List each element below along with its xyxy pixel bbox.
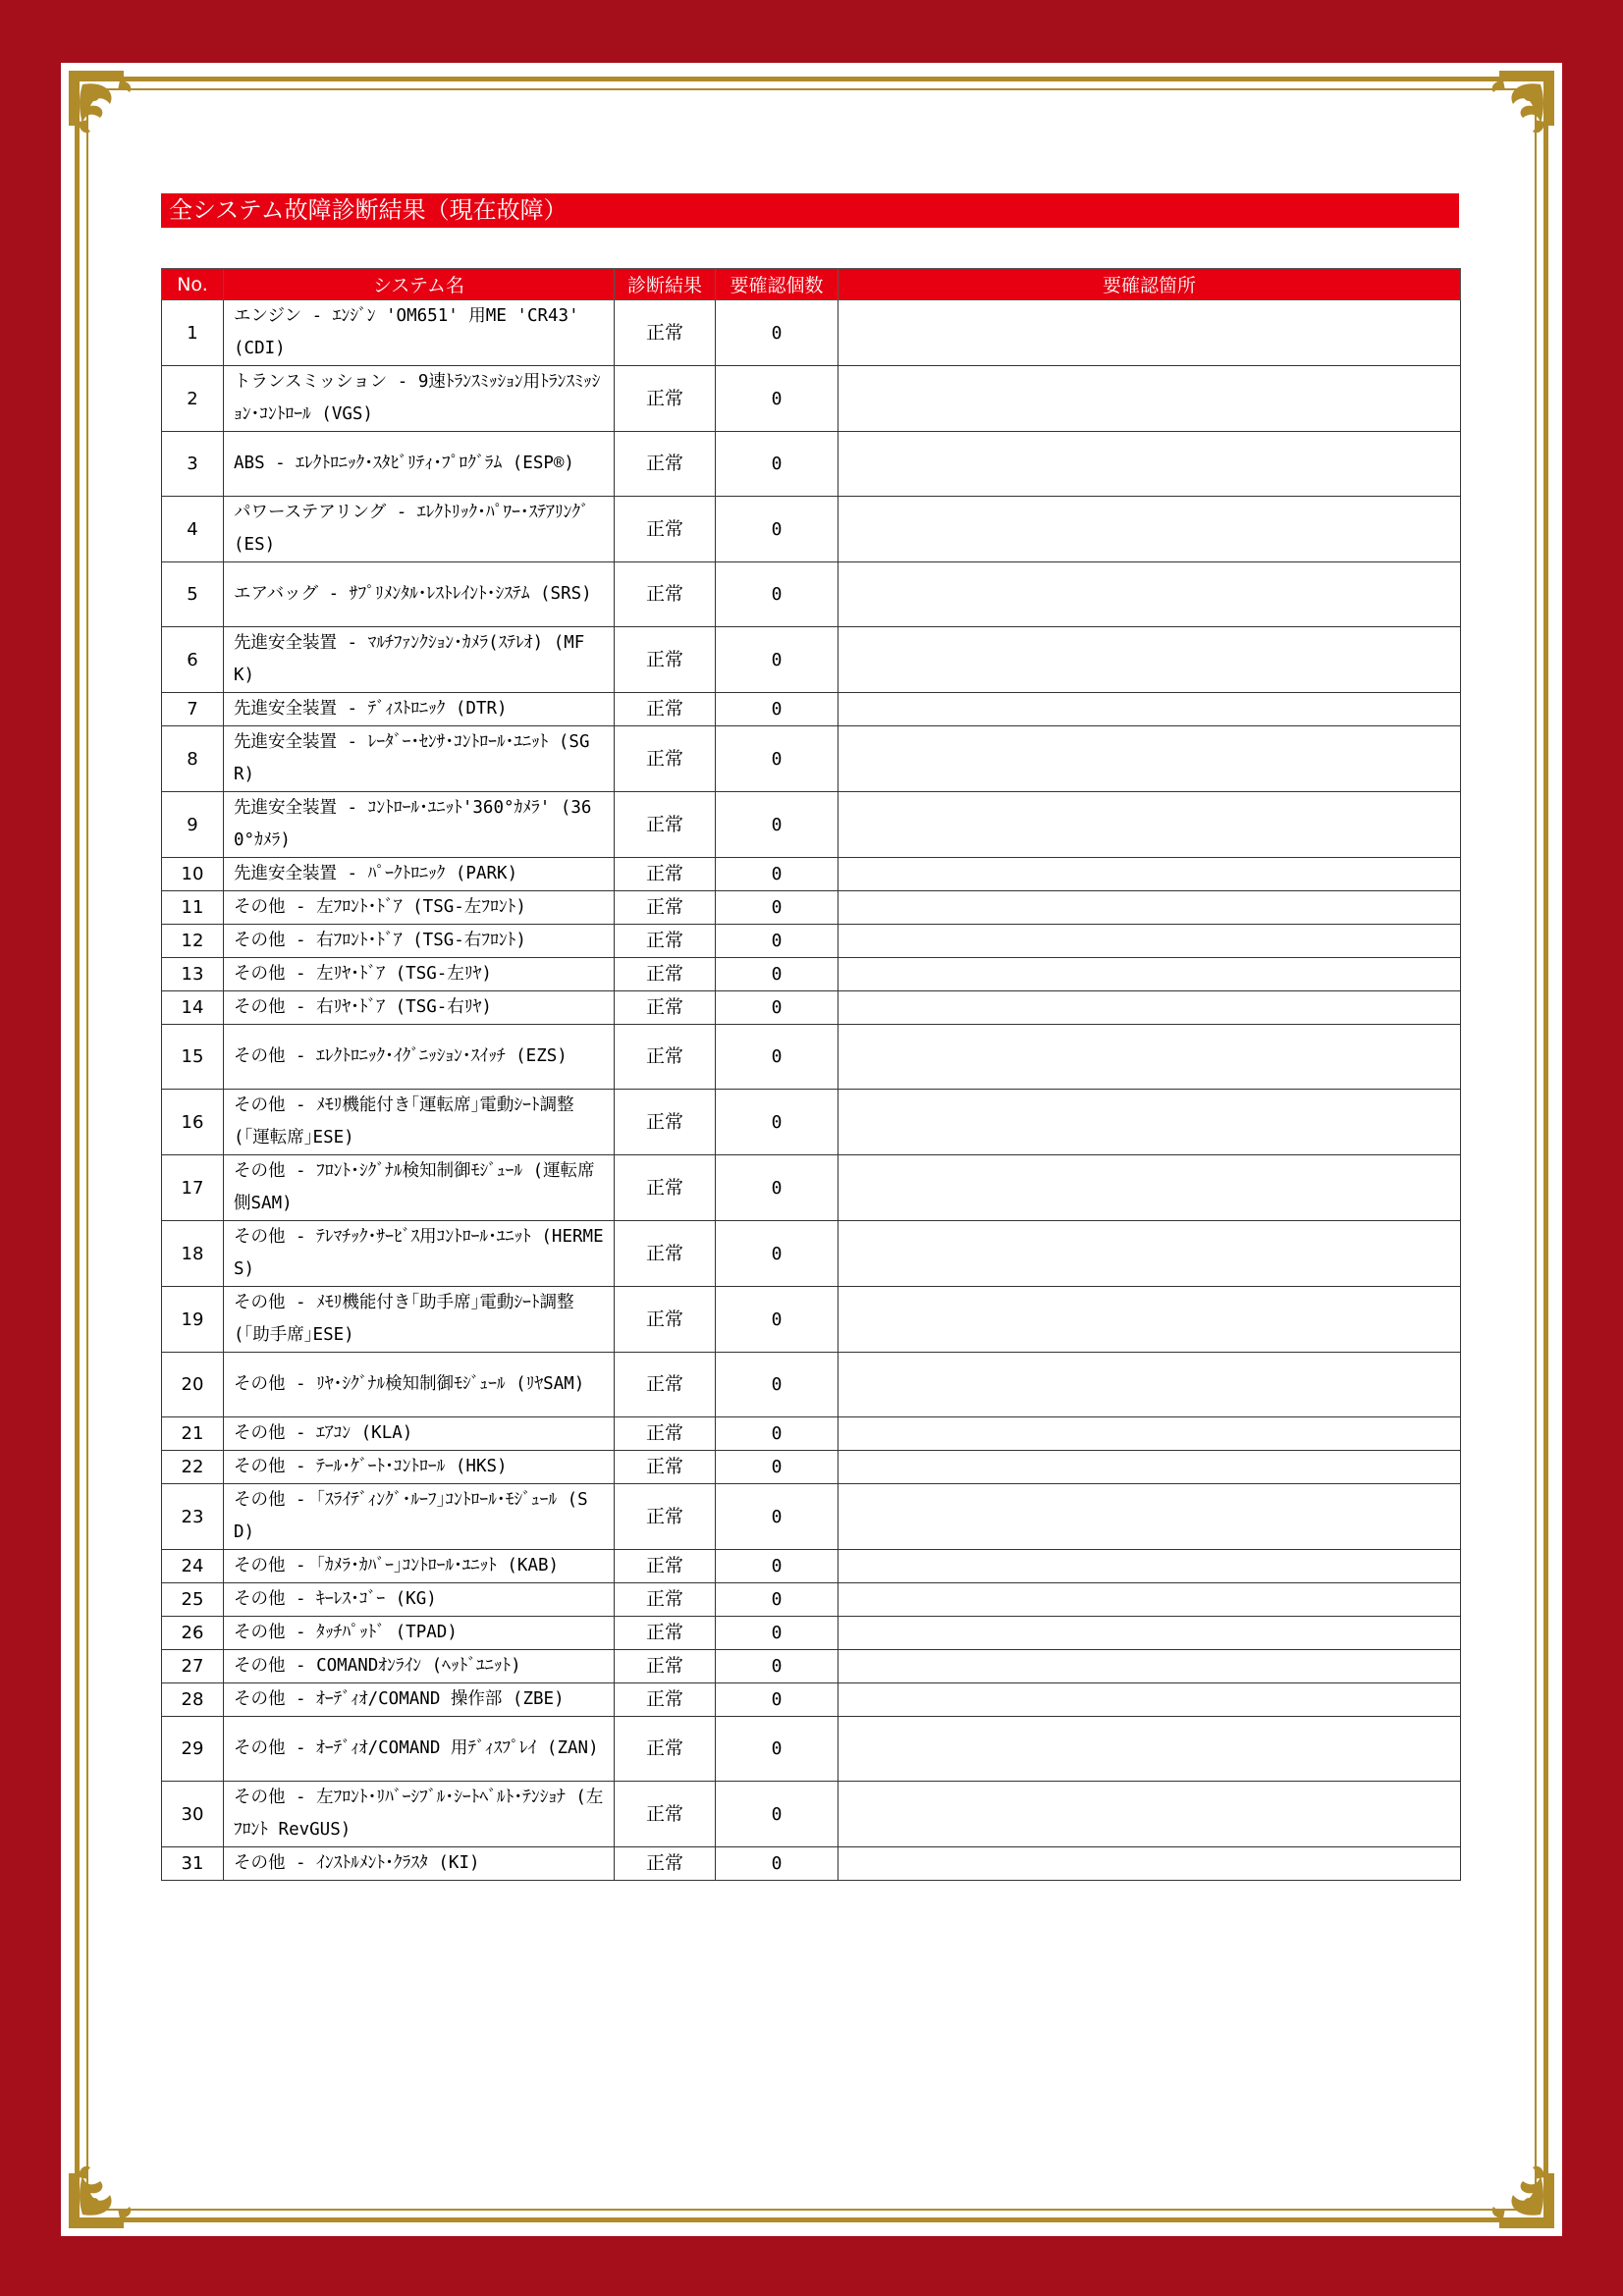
system-name: その他 - ﾌﾛﾝﾄ･ｼｸﾞﾅﾙ検知制御ﾓｼﾞｭｰﾙ (運転席側SAM) [224,1155,615,1221]
check-location [839,1717,1461,1782]
row-number: 3 [162,432,224,497]
diagnosis-result: 正常 [615,1451,716,1484]
diagnosis-result: 正常 [615,1650,716,1683]
row-number: 26 [162,1617,224,1650]
check-location [839,497,1461,562]
check-count: 0 [716,1583,839,1617]
row-number: 22 [162,1451,224,1484]
system-name: 先進安全装置 - ﾊﾟｰｸﾄﾛﾆｯｸ (PARK) [224,858,615,891]
row-number: 10 [162,858,224,891]
check-location [839,1353,1461,1417]
system-name: 先進安全装置 - ﾃﾞｨｽﾄﾛﾆｯｸ (DTR) [224,693,615,726]
check-count: 0 [716,1155,839,1221]
diagnosis-result: 正常 [615,300,716,366]
check-count: 0 [716,991,839,1025]
diagnosis-result: 正常 [615,958,716,991]
row-number: 11 [162,891,224,925]
table-row [162,627,1461,693]
check-count: 0 [716,562,839,627]
table-row [162,432,1461,497]
check-location [839,991,1461,1025]
check-location [839,925,1461,958]
diagnosis-result: 正常 [615,366,716,432]
check-location [839,1155,1461,1221]
corner-ornament-icon [65,2142,155,2232]
diagnosis-result: 正常 [615,1155,716,1221]
header-result: 診断結果 [615,269,716,300]
diagnosis-result: 正常 [615,925,716,958]
corner-ornament-icon [1468,2142,1558,2232]
row-number: 27 [162,1650,224,1683]
check-location [839,1782,1461,1847]
system-name: 先進安全装置 - ﾏﾙﾁﾌｧﾝｸｼｮﾝ･ｶﾒﾗ(ｽﾃﾚｵ) (MFK) [224,627,615,693]
diagnosis-result: 正常 [615,1090,716,1155]
check-count: 0 [716,1353,839,1417]
table-row [162,497,1461,562]
diagnosis-result: 正常 [615,991,716,1025]
check-count: 0 [716,1717,839,1782]
table-row [162,562,1461,627]
check-location [839,891,1461,925]
check-count: 0 [716,1287,839,1353]
header-system-name: システム名 [224,269,615,300]
row-number: 6 [162,627,224,693]
check-location [839,627,1461,693]
diagnosis-result: 正常 [615,1484,716,1550]
check-location [839,858,1461,891]
diagnosis-result: 正常 [615,497,716,562]
check-count: 0 [716,891,839,925]
table-row [162,858,1461,891]
row-number: 29 [162,1717,224,1782]
table-row [162,1683,1461,1717]
row-number: 18 [162,1221,224,1287]
diagnosis-result: 正常 [615,1353,716,1417]
diagnosis-result: 正常 [615,792,716,858]
system-name: 先進安全装置 - ﾚｰﾀﾞｰ･ｾﾝｻ･ｺﾝﾄﾛｰﾙ･ﾕﾆｯﾄ (SGR) [224,726,615,792]
table-row [162,726,1461,792]
table-row [162,991,1461,1025]
row-number: 7 [162,693,224,726]
diagnosis-result: 正常 [615,1683,716,1717]
row-number: 28 [162,1683,224,1717]
diagnosis-result: 正常 [615,562,716,627]
table-header-row [162,269,1461,300]
table-row [162,792,1461,858]
row-number: 21 [162,1417,224,1451]
check-count: 0 [716,1617,839,1650]
system-name: その他 - 左ﾌﾛﾝﾄ･ﾄﾞｱ (TSG-左ﾌﾛﾝﾄ) [224,891,615,925]
table-row [162,1847,1461,1881]
check-location [839,300,1461,366]
system-name: その他 - ｴﾚｸﾄﾛﾆｯｸ･ｲｸﾞﾆｯｼｮﾝ･ｽｲｯﾁ (EZS) [224,1025,615,1090]
check-count: 0 [716,300,839,366]
table-row [162,1782,1461,1847]
check-location [839,366,1461,432]
check-count: 0 [716,1847,839,1881]
system-name: その他 - ｢ｶﾒﾗ･ｶﾊﾞｰ｣ｺﾝﾄﾛｰﾙ･ﾕﾆｯﾄ (KAB) [224,1550,615,1583]
table-row [162,891,1461,925]
table-row [162,1451,1461,1484]
diagnosis-result: 正常 [615,1782,716,1847]
table-row [162,1550,1461,1583]
diagnosis-result: 正常 [615,1717,716,1782]
table-row [162,925,1461,958]
row-number: 16 [162,1090,224,1155]
row-number: 1 [162,300,224,366]
diagnosis-result: 正常 [615,1221,716,1287]
system-name: その他 - COMANDｵﾝﾗｲﾝ (ﾍｯﾄﾞﾕﾆｯﾄ) [224,1650,615,1683]
system-name: その他 - ｲﾝｽﾄﾙﾒﾝﾄ･ｸﾗｽﾀ (KI) [224,1847,615,1881]
check-count: 0 [716,858,839,891]
check-location [839,562,1461,627]
system-name: その他 - ｵｰﾃﾞｨｵ/COMAND 操作部 (ZBE) [224,1683,615,1717]
check-location [839,1550,1461,1583]
table-row [162,1717,1461,1782]
row-number: 15 [162,1025,224,1090]
diagnosis-result: 正常 [615,1847,716,1881]
row-number: 12 [162,925,224,958]
diagnosis-result: 正常 [615,1417,716,1451]
check-count: 0 [716,1090,839,1155]
system-name: その他 - ﾀｯﾁﾊﾟｯﾄﾞ (TPAD) [224,1617,615,1650]
diagnosis-result: 正常 [615,432,716,497]
system-name: エアバッグ - ｻﾌﾟﾘﾒﾝﾀﾙ･ﾚｽﾄﾚｲﾝﾄ･ｼｽﾃﾑ (SRS) [224,562,615,627]
table-row [162,1155,1461,1221]
check-count: 0 [716,1417,839,1451]
diagnosis-result: 正常 [615,1550,716,1583]
table-row [162,693,1461,726]
system-name: その他 - ﾒﾓﾘ機能付き｢助手席｣電動ｼｰﾄ調整 (｢助手席｣ESE) [224,1287,615,1353]
diagnosis-result: 正常 [615,1583,716,1617]
check-count: 0 [716,1484,839,1550]
row-number: 13 [162,958,224,991]
row-number: 14 [162,991,224,1025]
row-number: 24 [162,1550,224,1583]
system-name: トランスミッション - 9速ﾄﾗﾝｽﾐｯｼｮﾝ用ﾄﾗﾝｽﾐｯｼｮﾝ･ｺﾝﾄﾛｰﾙ (VGS) [224,366,615,432]
diagnosis-result: 正常 [615,726,716,792]
check-count: 0 [716,1451,839,1484]
check-count: 0 [716,627,839,693]
diagnosis-result: 正常 [615,1025,716,1090]
system-name: その他 - ｢ｽﾗｲﾃﾞｨﾝｸﾞ･ﾙｰﾌ｣ｺﾝﾄﾛｰﾙ･ﾓｼﾞｭｰﾙ (SD) [224,1484,615,1550]
diagnosis-result: 正常 [615,693,716,726]
corner-ornament-icon [65,67,155,157]
check-location [839,958,1461,991]
table-row [162,1025,1461,1090]
diagnosis-result: 正常 [615,1617,716,1650]
check-count: 0 [716,1782,839,1847]
row-number: 2 [162,366,224,432]
system-name: その他 - 左ﾌﾛﾝﾄ･ﾘﾊﾞｰｼﾌﾞﾙ･ｼｰﾄﾍﾞﾙﾄ･ﾃﾝｼｮﾅ (左ﾌﾛﾝﾄ RevGUS) [224,1782,615,1847]
system-name: 先進安全装置 - ｺﾝﾄﾛｰﾙ･ﾕﾆｯﾄ'360°ｶﾒﾗ' (360°ｶﾒﾗ) [224,792,615,858]
system-name: その他 - 右ﾘﾔ･ﾄﾞｱ (TSG-右ﾘﾔ) [224,991,615,1025]
table-row [162,1650,1461,1683]
check-location [839,1025,1461,1090]
corner-ornament-icon [1468,67,1558,157]
table-row [162,300,1461,366]
table-row [162,1583,1461,1617]
row-number: 30 [162,1782,224,1847]
check-location [839,1583,1461,1617]
check-location [839,432,1461,497]
system-name: その他 - ﾃｰﾙ･ｹﾞｰﾄ･ｺﾝﾄﾛｰﾙ (HKS) [224,1451,615,1484]
header-check-count: 要確認個数 [716,269,839,300]
system-name: その他 - 右ﾌﾛﾝﾄ･ﾄﾞｱ (TSG-右ﾌﾛﾝﾄ) [224,925,615,958]
check-count: 0 [716,693,839,726]
check-count: 0 [716,726,839,792]
row-number: 5 [162,562,224,627]
row-number: 19 [162,1287,224,1353]
row-number: 9 [162,792,224,858]
check-location [839,1090,1461,1155]
check-location [839,792,1461,858]
row-number: 8 [162,726,224,792]
check-count: 0 [716,1683,839,1717]
row-number: 25 [162,1583,224,1617]
table-row [162,1221,1461,1287]
check-count: 0 [716,1650,839,1683]
check-location [839,1451,1461,1484]
check-count: 0 [716,432,839,497]
diagnosis-result: 正常 [615,858,716,891]
check-location [839,1417,1461,1451]
check-location [839,1484,1461,1550]
check-location [839,1847,1461,1881]
system-name: その他 - 左ﾘﾔ･ﾄﾞｱ (TSG-左ﾘﾔ) [224,958,615,991]
system-name: その他 - ｷｰﾚｽ･ｺﾞｰ (KG) [224,1583,615,1617]
system-name: エンジン - ｴﾝｼﾞﾝ 'OM651' 用ME 'CR43' (CDI) [224,300,615,366]
check-location [839,1650,1461,1683]
diagnosis-result: 正常 [615,891,716,925]
system-name: その他 - ﾒﾓﾘ機能付き｢運転席｣電動ｼｰﾄ調整 (｢運転席｣ESE) [224,1090,615,1155]
check-location [839,726,1461,792]
check-count: 0 [716,1550,839,1583]
table-row [162,1484,1461,1550]
check-location [839,1683,1461,1717]
section-title: 全システム故障診断結果（現在故障） [161,193,1459,228]
header-check-location: 要確認箇所 [839,269,1461,300]
system-name: その他 - ﾃﾚﾏﾁｯｸ･ｻｰﾋﾞｽ用ｺﾝﾄﾛｰﾙ･ﾕﾆｯﾄ (HERMES) [224,1221,615,1287]
check-location [839,1617,1461,1650]
check-count: 0 [716,925,839,958]
system-name: その他 - ﾘﾔ･ｼｸﾞﾅﾙ検知制御ﾓｼﾞｭｰﾙ (ﾘﾔSAM) [224,1353,615,1417]
system-name: その他 - ｴｱｺﾝ (KLA) [224,1417,615,1451]
check-count: 0 [716,958,839,991]
row-number: 17 [162,1155,224,1221]
check-count: 0 [716,497,839,562]
table-row [162,1617,1461,1650]
row-number: 4 [162,497,224,562]
check-location [839,693,1461,726]
header-no: No. [162,269,224,300]
table-row [162,1353,1461,1417]
system-name: その他 - ｵｰﾃﾞｨｵ/COMAND 用ﾃﾞｨｽﾌﾟﾚｲ (ZAN) [224,1717,615,1782]
table-row [162,366,1461,432]
table-row [162,958,1461,991]
check-location [839,1221,1461,1287]
check-count: 0 [716,366,839,432]
diagnosis-table [161,268,1461,1881]
diagnosis-result: 正常 [615,1287,716,1353]
row-number: 31 [162,1847,224,1881]
diagnosis-result: 正常 [615,627,716,693]
system-name: パワーステアリング - ｴﾚｸﾄﾘｯｸ･ﾊﾟﾜｰ･ｽﾃｱﾘﾝｸﾞ (ES) [224,497,615,562]
table-row [162,1287,1461,1353]
row-number: 20 [162,1353,224,1417]
table-row [162,1090,1461,1155]
check-location [839,1287,1461,1353]
system-name: ABS - ｴﾚｸﾄﾛﾆｯｸ･ｽﾀﾋﾞﾘﾃｨ･ﾌﾟﾛｸﾞﾗﾑ (ESP®) [224,432,615,497]
check-count: 0 [716,792,839,858]
check-count: 0 [716,1025,839,1090]
check-count: 0 [716,1221,839,1287]
table-row [162,1417,1461,1451]
row-number: 23 [162,1484,224,1550]
